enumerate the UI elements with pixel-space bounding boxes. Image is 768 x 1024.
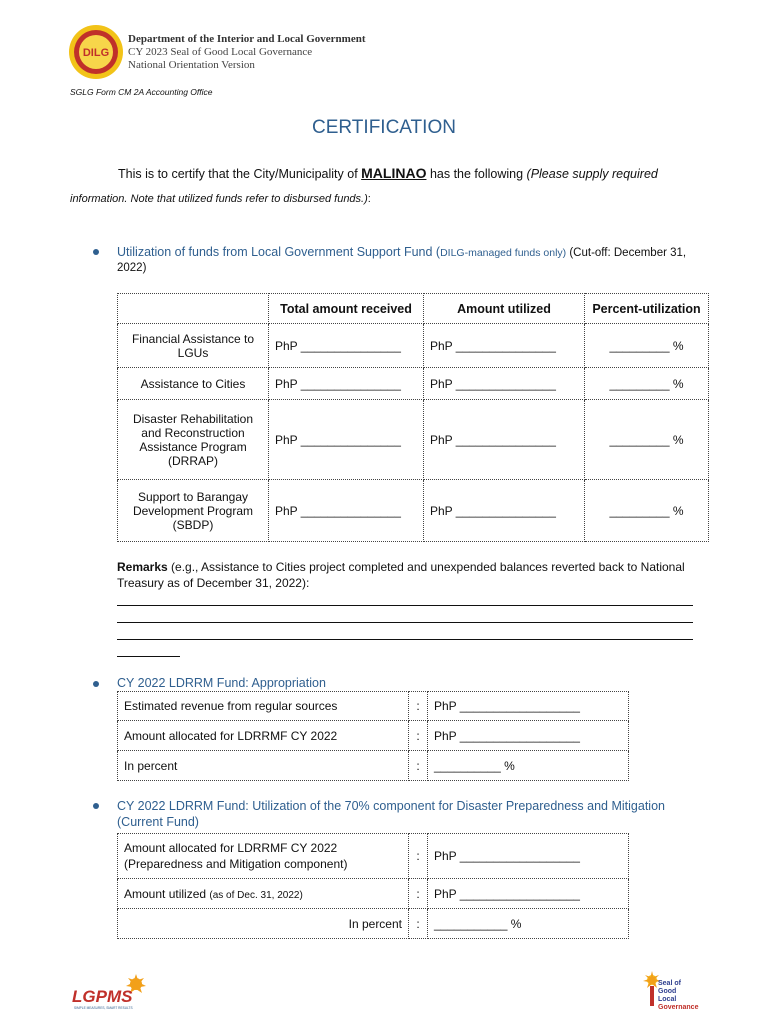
sglg-line-2: Good xyxy=(658,988,677,995)
header-department: Department of the Interior and Local Government xyxy=(128,33,366,45)
colon: : xyxy=(409,721,428,751)
remarks-line[interactable] xyxy=(117,622,693,623)
section3-title-line2: (Current Fund) xyxy=(117,815,199,829)
intro-note-2: information. Note that utilized funds refer to disbursed funds.) xyxy=(70,193,368,205)
section1-title-main: Utilization of funds from Local Government Support Fund ( xyxy=(117,245,441,259)
received-field[interactable]: PhP _______________ xyxy=(269,400,424,480)
intro-line-2 xyxy=(70,193,371,205)
table-header-row xyxy=(118,294,709,324)
row-label xyxy=(118,879,409,909)
section1-title-cutoff: (Cut-off: December 31, xyxy=(566,247,687,259)
sglg-line-4: Governance xyxy=(658,1004,699,1011)
section1-title-line2: 2022) xyxy=(117,262,147,274)
utilized-field[interactable]: PhP _______________ xyxy=(424,368,585,400)
row-label: In percent xyxy=(118,909,409,939)
row-label: Support to Barangay Development Program (SBDP) xyxy=(118,480,269,542)
table-row xyxy=(118,692,629,721)
sglg-line-3: Local xyxy=(658,996,677,1003)
seal-text: DILG xyxy=(82,47,110,59)
section3-title-line1: CY 2022 LDRRM Fund: Utilization of the 70% component for Disaster Preparedness and Mitigation xyxy=(117,799,665,813)
row-label: Amount allocated for LDRRMF CY 2022 xyxy=(118,721,409,751)
col-header-percent: Percent-utilization xyxy=(585,294,709,324)
row-label: Disaster Rehabilitation and Reconstruction Assistance Program (DRRAP) xyxy=(118,400,269,480)
page-title: CERTIFICATION xyxy=(312,117,456,138)
percent-field[interactable]: _________ % xyxy=(585,324,709,368)
section2-title: CY 2022 LDRRM Fund: Appropriation xyxy=(117,676,326,690)
city-name: MALINAO xyxy=(361,165,427,181)
col-header-blank xyxy=(118,294,269,324)
sglg-line-1: Seal of xyxy=(658,980,681,987)
col-header-received: Total amount received xyxy=(269,294,424,324)
row-label-line2: (Preparedness and Mitigation component) xyxy=(124,857,348,871)
utilized-field[interactable]: PhP _______________ xyxy=(424,400,585,480)
remarks xyxy=(117,559,707,591)
table-row xyxy=(118,480,709,542)
colon: : xyxy=(409,879,428,909)
ldrrm-appropriation-table xyxy=(117,691,629,781)
table-row xyxy=(118,324,709,368)
row-label-line1: Amount allocated for LDRRMF CY 2022 xyxy=(124,841,338,855)
intro-colon: : xyxy=(367,193,371,205)
table-row xyxy=(118,751,629,781)
utilized-field[interactable]: PhP _______________ xyxy=(424,324,585,368)
sglg-logo xyxy=(640,968,710,1012)
row-label-main: Amount utilized xyxy=(124,886,210,901)
value-field[interactable]: __________ % xyxy=(428,751,629,781)
row-label-small: (as of Dec. 31, 2022) xyxy=(209,889,303,901)
table-row xyxy=(118,721,629,751)
lgpms-wordmark: LGPMS xyxy=(72,987,133,1006)
remarks-label: Remarks xyxy=(117,560,168,574)
percent-field[interactable]: _________ % xyxy=(585,480,709,542)
intro-note-1: (Please supply required xyxy=(526,167,658,181)
bullet-icon xyxy=(93,803,99,809)
colon: : xyxy=(409,692,428,721)
table-row xyxy=(118,834,629,879)
section1-title-small: DILG-managed funds only) xyxy=(440,247,567,259)
lgpms-tagline: SIMPLE MEASURES, SMART RESULTS xyxy=(74,1006,133,1010)
remarks-line[interactable] xyxy=(117,656,180,657)
intro-line-1 xyxy=(118,165,658,181)
bullet-icon xyxy=(93,249,99,255)
colon: : xyxy=(409,909,428,939)
remarks-text: (e.g., Assistance to Cities project completed and unexpended balances reverted back to National Treasury as of December 31, 2022): xyxy=(117,560,685,590)
dilg-seal-logo xyxy=(68,24,124,80)
ldrrm-utilization-table xyxy=(117,833,629,939)
row-label: Assistance to Cities xyxy=(118,368,269,400)
lgsf-utilization-table xyxy=(117,293,709,542)
percent-field[interactable]: _________ % xyxy=(585,400,709,480)
colon: : xyxy=(409,834,428,879)
table-row xyxy=(118,909,629,939)
value-field[interactable]: PhP __________________ xyxy=(428,879,629,909)
form-reference: SGLG Form CM 2A Accounting Office xyxy=(70,87,213,97)
intro-prefix: This is to certify that the City/Municipality of xyxy=(118,167,362,181)
row-label: Estimated revenue from regular sources xyxy=(118,692,409,721)
received-field[interactable]: PhP _______________ xyxy=(269,480,424,542)
table-row xyxy=(118,879,629,909)
row-label: In percent xyxy=(118,751,409,781)
colon: : xyxy=(409,751,428,781)
section1-title xyxy=(117,245,686,259)
remarks-line[interactable] xyxy=(117,605,693,606)
row-label: Financial Assistance to LGUs xyxy=(118,324,269,368)
header-program: CY 2023 Seal of Good Local Governance xyxy=(128,46,313,58)
bullet-icon xyxy=(93,681,99,687)
intro-middle: has the following xyxy=(426,167,527,181)
value-field[interactable]: PhP __________________ xyxy=(428,692,629,721)
lgpms-logo xyxy=(70,972,160,1012)
received-field[interactable]: PhP _______________ xyxy=(269,368,424,400)
header-version: National Orientation Version xyxy=(128,59,255,71)
value-field[interactable]: ___________ % xyxy=(428,909,629,939)
remarks-line[interactable] xyxy=(117,639,693,640)
received-field[interactable]: PhP _______________ xyxy=(269,324,424,368)
table-row xyxy=(118,368,709,400)
utilized-field[interactable]: PhP _______________ xyxy=(424,480,585,542)
row-label xyxy=(118,834,409,879)
percent-field[interactable]: _________ % xyxy=(585,368,709,400)
table-row xyxy=(118,400,709,480)
value-field[interactable]: PhP __________________ xyxy=(428,721,629,751)
value-field[interactable]: PhP __________________ xyxy=(428,834,629,879)
col-header-utilized: Amount utilized xyxy=(424,294,585,324)
